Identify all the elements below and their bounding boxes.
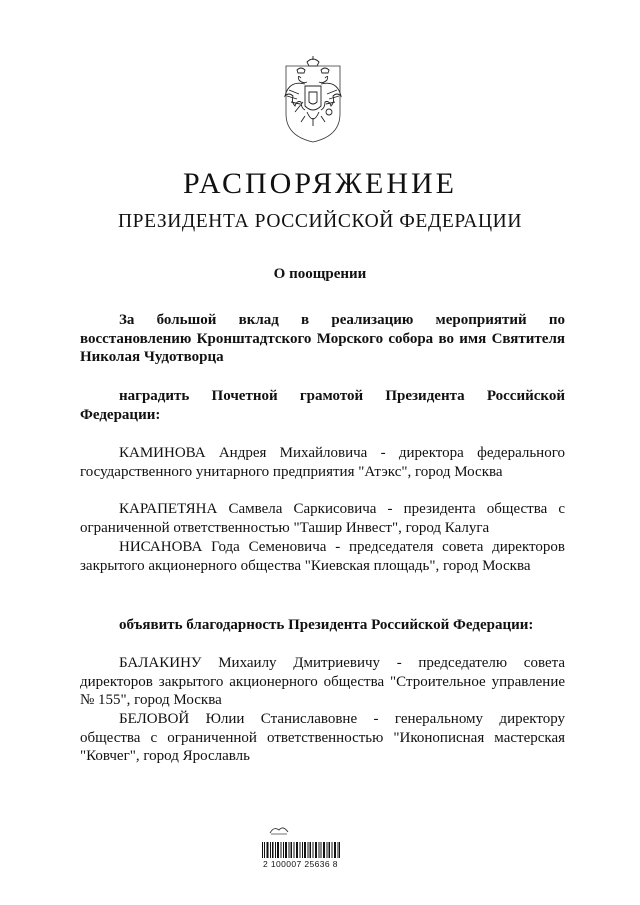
gratitude-heading: объявить благодарность Президента Российской Федерации: [119, 617, 534, 633]
registration-mark-icon [268, 824, 290, 836]
barcode-icon [262, 842, 340, 858]
document-subtitle: ПРЕЗИДЕНТА РОССИЙСКОЙ ФЕДЕРАЦИИ [117, 211, 523, 232]
gratitude-recipient-paragraph: БАЛАКИНУ Михаилу Дмитриевичу - председателю совета директоров закрытого акционерного общества "Строительное управление № 155", город Москва [80, 655, 565, 708]
coat-of-arms-emblem-icon [283, 56, 343, 144]
barcode-number: 2 100007 25636 8 [263, 859, 338, 869]
gratitude-recipient-paragraph: БЕЛОВОЙ Юлии Станиславовне - генеральному директору общества с ограниченной ответственностью "Иконописная мастерская "Ковчег", город Ярославль [80, 711, 565, 764]
award-heading: наградить Почетной грамотой Президента Российской Федерации: [80, 388, 565, 423]
document-topic: О поощрении [273, 266, 367, 282]
awardee-paragraph: КАМИНОВА Андрея Михайловича - директора федерального государственного унитарного предприятия "Атэкс", город Москва [80, 445, 565, 480]
awardee-paragraph: КАРАПЕТЯНА Самвела Саркисовича - президента общества с ограниченной ответственностью "Ташир Инвест", город Калуга [80, 501, 565, 536]
document-title: РАСПОРЯЖЕНИЕ [182, 167, 458, 200]
preamble-paragraph: За большой вклад в реализацию мероприятий по восстановлению Кронштадтского Морского собора во имя Святителя Николая Чудотворца [80, 312, 565, 365]
awardee-paragraph: НИСАНОВА Года Семеновича - председателя совета директоров закрытого акционерного общества "Киевская площадь", город Москва [80, 539, 565, 574]
